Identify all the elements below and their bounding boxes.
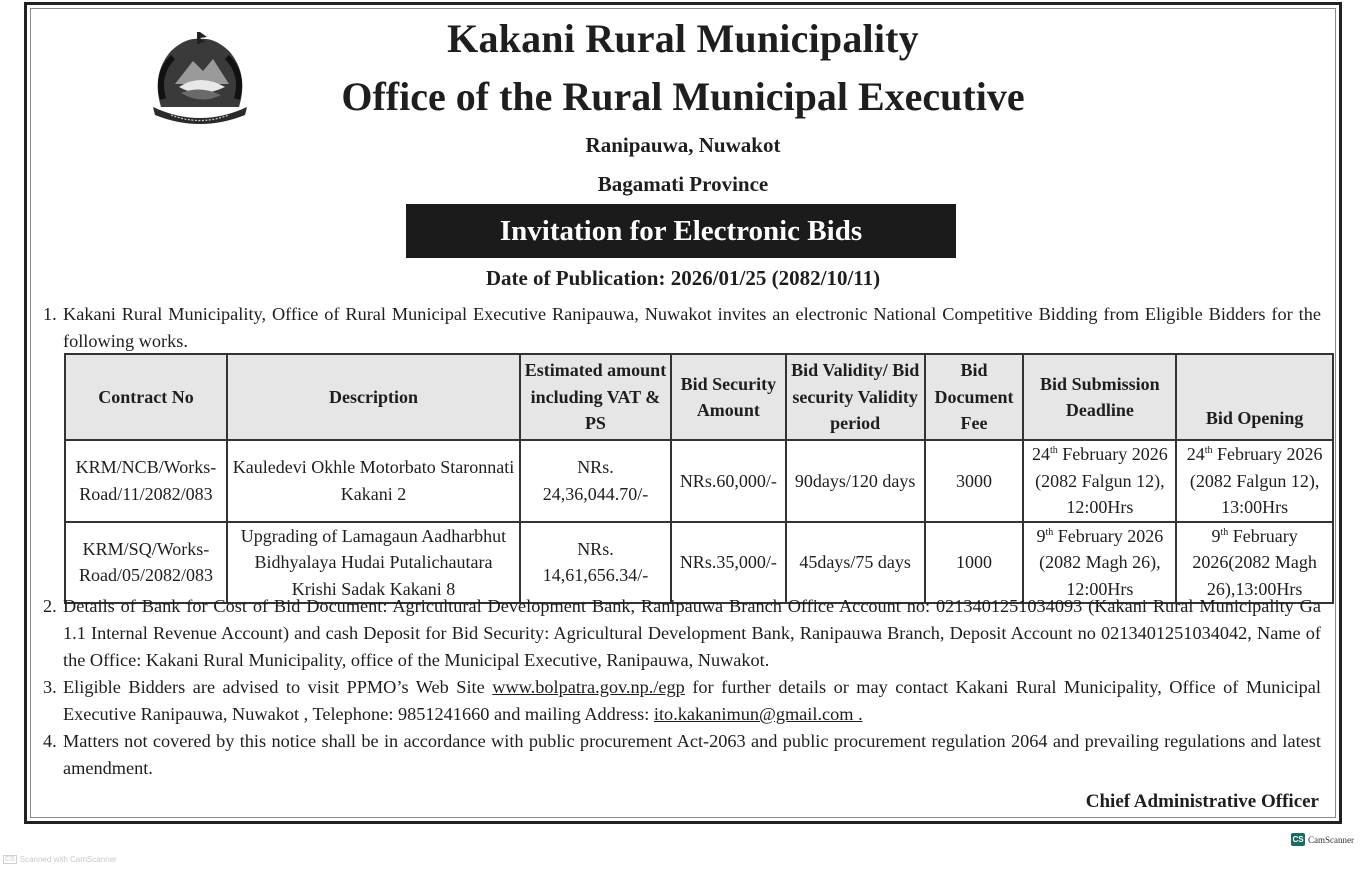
cell-contract-no: KRM/SQ/Works-Road/05/2082/083 <box>65 522 227 604</box>
date-suffix: th <box>1204 445 1213 456</box>
date-rest: February 2026 (2082 Magh 26), 12:00Hrs <box>1039 525 1164 599</box>
cell-submission-deadline <box>1023 522 1176 604</box>
publication-date: Date of Publication: 2026/01/25 (2082/10/11) <box>485 266 881 290</box>
date-rest: February 2026 (2082 Falgun 12), 12:00Hrs <box>1035 444 1168 517</box>
paragraph-text: Details of Bank for Cost of Bid Document: Agricultural Development Bank, Ranipauwa Branch Office Account no: 0213401251034093 (Kakani Rural Municipality Ga 1.1 Internal Revenue Account) and cash Deposit for Bid Security: Agricultural Development Bank, Ranipauwa Branch, Deposit Account no 0213401251034042, Name of the Office: Kakani Rural Municipality, office of the Municipal Executive, Ranipauwa, Nuwakot. <box>63 596 1321 670</box>
date-day: 9 <box>1036 525 1046 546</box>
scanned-watermark <box>3 855 117 864</box>
header-bid-security: Bid Security Amount <box>671 354 786 440</box>
paragraph-text: Eligible Bidders are advised to visit PPMO’s Web Site <box>63 677 493 697</box>
date-suffix: th <box>1049 445 1058 456</box>
table-row <box>65 440 1333 522</box>
table-row <box>65 522 1333 604</box>
camscanner-small-icon: CS <box>5 856 15 863</box>
municipality-title: Kakani Rural Municipality <box>447 16 919 61</box>
paragraph-2 <box>43 593 1321 674</box>
scanned-with-label: Scanned with CamScanner <box>19 855 117 864</box>
cell-bid-validity: 45days/75 days <box>786 522 925 604</box>
camscanner-logo-icon: CS <box>1292 835 1304 844</box>
header-submission-deadline: Bid Submission Deadline <box>1023 354 1176 440</box>
paragraph-1 <box>43 301 1321 355</box>
paragraph-number: 4. <box>43 731 57 751</box>
office-address: Ranipauwa, Nuwakot <box>585 133 781 157</box>
notice-banner: Invitation for Electronic Bids <box>406 204 956 258</box>
cell-document-fee: 1000 <box>925 522 1024 604</box>
header-bid-opening: Bid Opening <box>1176 354 1333 440</box>
header-description: Description <box>227 354 520 440</box>
header-contract-no: Contract No <box>65 354 227 440</box>
paragraph-number: 3. <box>43 677 57 697</box>
cell-bid-security: NRs.35,000/- <box>671 522 786 604</box>
province: Bagamati Province <box>597 172 769 196</box>
date-rest: February 2026(2082 Magh 26),13:00Hrs <box>1192 525 1317 599</box>
paragraph-text: for further details or may contact Kakani Rural Municipality, Office of Municipal Executive Ranipauwa, Nuwakot , Telephone: 9851241660 and mailing Address: <box>63 677 1321 724</box>
date-day: 24 <box>1031 444 1050 464</box>
cell-bid-security: NRs.60,000/- <box>671 440 786 522</box>
cell-estimated-amount: NRs. 24,36,044.70/- <box>520 440 671 522</box>
signoff: Chief Administrative Officer <box>1085 791 1319 812</box>
paragraph-number: 1. <box>43 304 57 324</box>
paragraph-4 <box>43 728 1321 782</box>
cell-document-fee: 3000 <box>925 440 1024 522</box>
office-title: Office of the Rural Municipal Executive <box>341 74 1025 119</box>
notice-inner-border <box>30 8 1336 818</box>
ppmo-website-link[interactable]: www.bolpatra.gov.np./egp <box>492 677 685 697</box>
cell-bid-validity: 90days/120 days <box>786 440 925 522</box>
cell-bid-opening <box>1176 440 1333 522</box>
date-rest: February 2026 (2082 Falgun 12), 13:00Hrs <box>1189 444 1323 517</box>
cell-estimated-amount: NRs. 14,61,656.34/- <box>520 522 671 604</box>
notice-frame <box>24 2 1342 824</box>
email-link[interactable]: ito.kakanimun@gmail.com . <box>653 704 863 724</box>
cell-description: Kauledevi Okhle Motorbato Staronnati Kakani 2 <box>227 440 520 522</box>
paragraph-text: Matters not covered by this notice shall be in accordance with public procurement Act-2063 and public procurement regulation 2064 and prevailing regulations and latest amendment. <box>63 731 1321 778</box>
cell-submission-deadline <box>1023 440 1176 522</box>
header-document-fee: Bid Document Fee <box>925 354 1024 440</box>
header-bid-validity: Bid Validity/ Bid security Validity period <box>786 354 925 440</box>
header-estimated-amount: Estimated amount including VAT & PS <box>520 354 671 440</box>
cell-description: Upgrading of Lamagaun Aadharbhut Bidhyalaya Hudai Putalichautara Krishi Sadak Kakani 8 <box>227 522 520 604</box>
date-day: 9 <box>1211 525 1221 546</box>
date-suffix: th <box>1220 526 1229 538</box>
table-header-row <box>65 354 1333 440</box>
date-suffix: th <box>1045 526 1054 538</box>
date-day: 24 <box>1186 444 1205 464</box>
cell-contract-no: KRM/NCB/Works-Road/11/2082/083 <box>65 440 227 522</box>
bids-table <box>64 353 1334 604</box>
paragraph-text: Kakani Rural Municipality, Office of Rural Municipal Executive Ranipauwa, Nuwakot invites an electronic National Competitive Bidding from Eligible Bidders for the following works. <box>63 304 1321 351</box>
paragraph-number: 2. <box>43 596 57 616</box>
camscanner-label: CamScanner <box>1308 834 1354 845</box>
cell-bid-opening <box>1176 522 1333 604</box>
camscanner-badge <box>1291 833 1354 846</box>
paragraph-3 <box>43 674 1321 728</box>
